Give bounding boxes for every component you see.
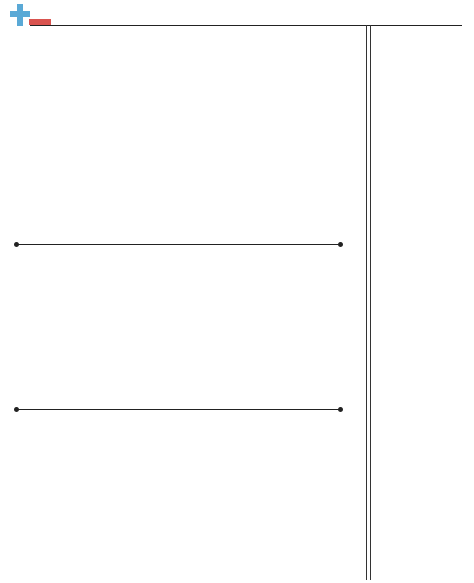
worksheet-logo: [3, 2, 51, 26]
divider-endpoint: [14, 407, 19, 412]
spinner-diagram: [255, 58, 365, 168]
column-divider: [366, 25, 367, 580]
die-diagram: [22, 296, 64, 338]
section-divider: [16, 409, 340, 410]
header-rule: [30, 25, 462, 26]
divider-endpoint: [338, 242, 343, 247]
divider-endpoint: [14, 242, 19, 247]
column-divider: [370, 25, 371, 580]
section-divider: [16, 244, 340, 245]
shape-array: [250, 456, 360, 546]
divider-endpoint: [338, 407, 343, 412]
